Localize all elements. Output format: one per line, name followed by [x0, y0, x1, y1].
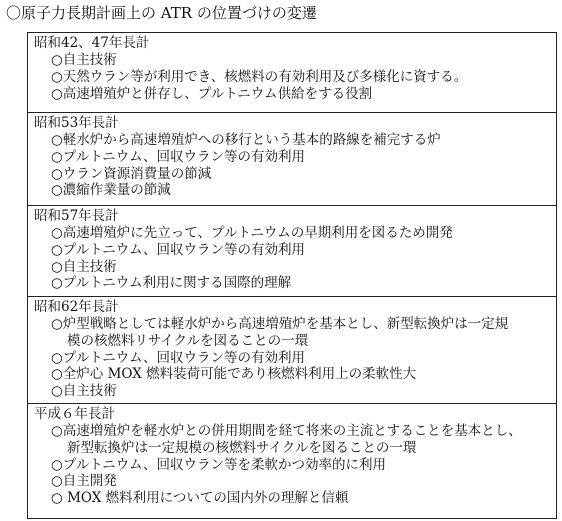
section-s53	[28, 113, 556, 206]
list-item	[34, 316, 550, 350]
list-item: ○軽水炉から高速増殖炉への移行という基本的路線を補完する炉	[51, 132, 441, 148]
list-item: ○天然ウラン等が利用でき、核燃料の有効利用及び多様化に資する。	[51, 68, 468, 85]
list-item: ○全炉心 MOX 燃料装荷可能であり核燃料利用上の柔軟性大	[51, 366, 417, 383]
section-s57	[28, 206, 556, 297]
section-heading: 昭和57年長計	[34, 208, 119, 224]
list-item: ○高速増殖炉に先立って、プルトニウムの早期利用を図るため開発	[51, 225, 453, 241]
list-item: ○自主開発	[51, 473, 117, 490]
list-item: ○高速増殖炉と併存し、プルトニウム供給をする役割	[51, 85, 373, 102]
list-item-line: ○高速増殖炉を軽水炉との併用期間を経て将来の主流とすることを基本とし、	[51, 423, 522, 439]
list-item: ○自主技術	[51, 52, 117, 68]
list-item: ○濃縮作業量の節減	[51, 182, 171, 199]
section-heading: 昭和53年長計	[34, 115, 119, 131]
list-item-line: ○炉型戦略としては軽水炉から高速増殖炉を基本とし、新型転換炉は一定規	[51, 316, 509, 332]
list-item: ○ウラン資源消費量の節減	[51, 165, 212, 182]
list-item: ○プルトニウム、回収ウラン等を柔軟かつ効率的に利用	[51, 456, 386, 473]
list-item: ○プルトニウム、回収ウラン等の有効利用	[51, 148, 305, 165]
list-item: ○自主技術	[51, 258, 117, 275]
history-table	[27, 32, 557, 519]
section-h6	[28, 404, 556, 518]
section-heading: 昭和42、47年長計	[34, 35, 150, 51]
section-s62	[28, 297, 556, 404]
list-item: ○プルトニウム利用に関する国際的理解	[51, 275, 292, 292]
section-heading: 昭和62年長計	[34, 299, 119, 315]
document-title: 〇原子力長期計画上の ATR の位置づけの変遷	[6, 4, 317, 22]
list-item: ○ MOX 燃料利用についての国内外の理解と信頼	[51, 490, 349, 507]
list-item	[34, 423, 550, 457]
list-item: ○プルトニウム、回収ウラン等の有効利用	[51, 241, 305, 258]
list-item: ○自主技術	[51, 383, 117, 400]
list-item-continuation: 模の核燃料リサイクルを図ることの一環	[67, 332, 309, 349]
section-s42-47	[28, 33, 556, 113]
list-item-continuation: 新型転換炉は一定規模の核燃料サイクルを図ることの一環	[67, 439, 417, 456]
section-heading: 平成６年長計	[34, 406, 115, 422]
list-item: ○プルトニウム、回収ウラン等の有効利用	[51, 349, 305, 366]
